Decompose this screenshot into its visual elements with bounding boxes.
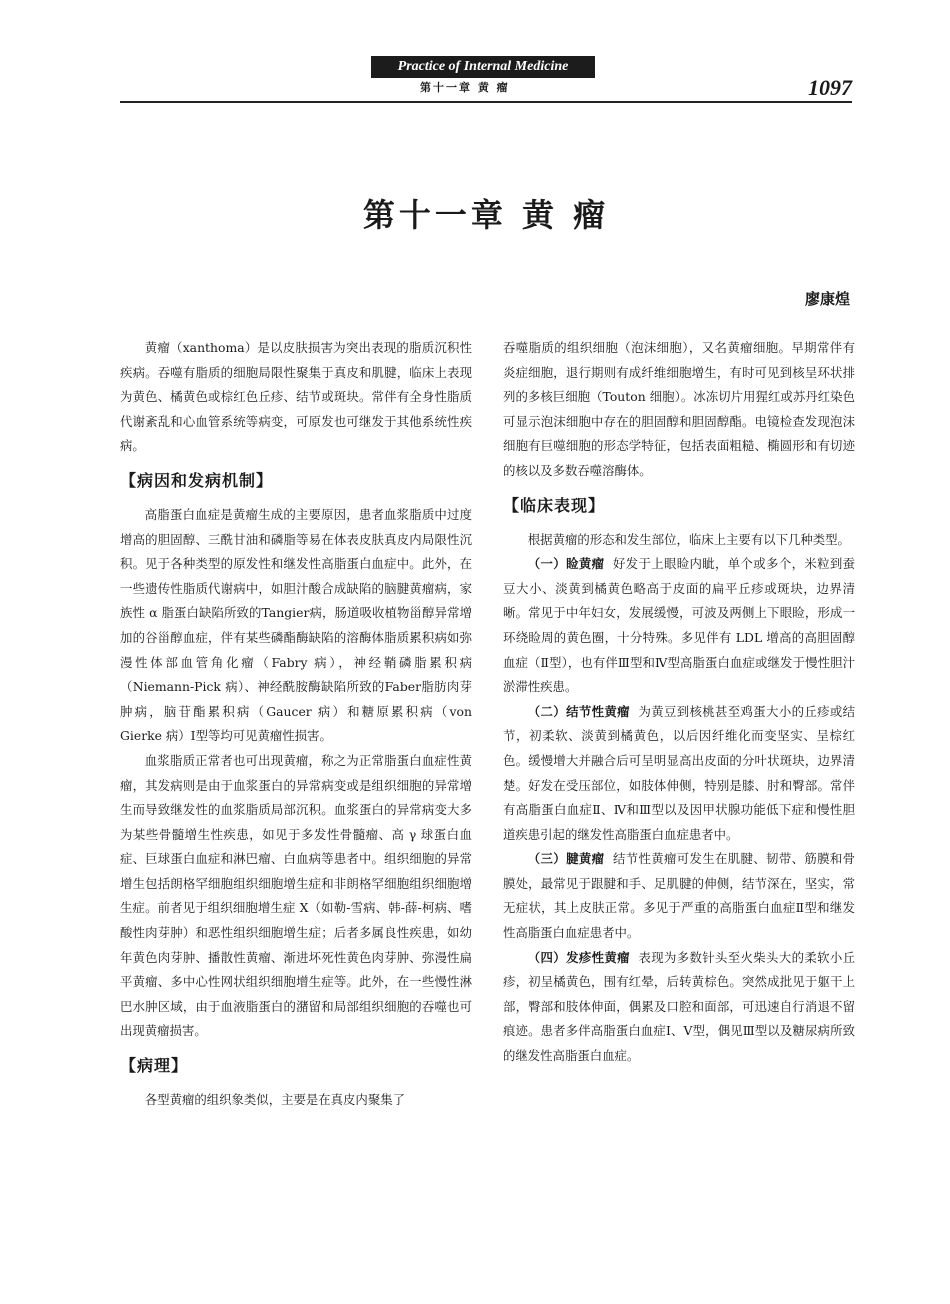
etiology-paragraph-2: 血浆脂质正常者也可出现黄瘤，称之为正常脂蛋白血症性黄瘤，其发病则是由于血浆蛋白的异常病变或是组织细胞的异常增生而导致继发性的血浆脂质局部沉积。血浆蛋白的异常病变大多为某些骨髓增生性疾患，如见于多发性骨髓瘤、高 γ 球蛋白血症、巨球蛋白血症和淋巴瘤、白血病等患者中。组织细胞的异常增生包括朗格罕细胞组织细胞增生症和非朗格罕细胞组织细胞增生症。前者见于组织细胞增生症 X（如勒-雪病、韩-薛-柯病、嗜酸性肉芽肿）和恶性组织细胞增生症；后者多属良性疾患，如幼年黄色肉芽肿、播散性黄瘤、渐进坏死性黄色肉芽肿、弥漫性扁平黄瘤、多中心性网状组织细胞增生症等。此外，在一些慢性淋巴水肿区域，由于血液脂蛋白的潴留和局部组织细胞的吞噬也可出现黄瘤损害。 bbox=[120, 752, 472, 1039]
intro-paragraph: 黄瘤（xanthoma）是以皮肤损害为突出表现的脂质沉积性疾病。吞噬有脂质的细胞局限性聚集于真皮和肌腱，临床上表现为黄色、橘黄色或棕红色丘疹、结节或斑块。常伴有全身性脂质代谢紊乱和心血管系统等病变，可原发也可继发于其他系统性疾病。 bbox=[120, 340, 472, 454]
type-text: 为黄豆到核桃甚至鸡蛋大小的丘疹或结节，初柔软、淡黄到橘黄色，以后因纤维化而变坚实、呈棕红色。缓慢增大并融合后可呈明显高出皮面的分叶状斑块，边界清楚。好发在受压部位，如肢体伸侧，特别是膝、肘和臀部。常伴有高脂蛋白血症Ⅱ、Ⅳ和Ⅲ型以及因甲状腺功能低下症和慢性胆道疾患引起的继发性高脂蛋白血症患者中。 bbox=[503, 703, 855, 842]
pathology-paragraph-continued: 吞噬脂质的组织细胞（泡沫细胞），又名黄瘤细胞。早期常伴有炎症细胞，退行期则有成纤维细胞增生，有时可见到核呈环状排列的多核巨细胞（Touton 细胞）。冰冻切片用猩红或苏丹红染色可显示泡沫细胞中存在的胆固醇和胆固醇酯。电镜检查发现泡沫细胞有巨噬细胞的形态学特征，包括表面粗糙、椭圆形和有切迹的核以及多数吞噬溶酶体。 bbox=[503, 340, 855, 478]
type-paragraph bbox=[503, 847, 855, 945]
running-header: 第十一章 黄 瘤 bbox=[420, 81, 510, 94]
left-column bbox=[120, 336, 472, 1113]
pathology-paragraph: 各型黄瘤的组织象类似，主要是在真皮内聚集了 bbox=[144, 1092, 405, 1108]
etiology-paragraph-1: 高脂蛋白血症是黄瘤生成的主要原因，患者血浆脂质中过度增高的胆固醇、三酰甘油和磷脂等易在体表皮肤真皮内局限性沉积。见于各种类型的原发性和继发性高脂蛋白血症中。此外，在一些遗传性脂质代谢病中，如胆汁酸合成缺陷的脑腱黄瘤病，家族性 α 脂蛋白缺陷所致的Tangier病，肠道吸收植物甾醇异常增加的谷甾醇血症，伴有某些磷酯酶缺陷的溶酶体脂质累积病如弥漫性体部血管角化瘤（Fabry 病），神经鞘磷脂累积病（Niemann-Pick 病）、神经酰胺酶缺陷所致的Faber脂肪肉芽肿病，脑苷酯累积病（Gaucer 病）和糖原累积病（von Gierke 病）Ⅰ型等均可见黄瘤性损害。 bbox=[120, 506, 472, 744]
section-heading-clinical: 【临床表现】 bbox=[503, 495, 606, 515]
header-rule bbox=[120, 101, 852, 103]
type-text: 结节性黄瘤可发生在肌腱、韧带、筋膜和骨膜处，最常见于跟腱和手、足肌腱的伸侧，结节深在，坚实，常无症状，其上皮肤正常。多见于严重的高脂蛋白血症Ⅱ型和继发性高脂蛋白血症患者中。 bbox=[503, 851, 855, 941]
clinical-intro: 根据黄瘤的形态和发生部位，临床上主要有以下几种类型。 bbox=[527, 531, 850, 547]
type-paragraph bbox=[503, 552, 855, 700]
type-label: （三）腱黄瘤 bbox=[527, 851, 605, 867]
journal-banner: Practice of Internal Medicine bbox=[371, 56, 595, 78]
type-paragraph bbox=[503, 946, 855, 1069]
type-text: 好发于上眼睑内眦，单个或多个，米粒到蚕豆大小、淡黄到橘黄色略高于皮面的扁平丘疹或斑块，边界清晰。常见于中年妇女，发展缓慢，可波及两侧上下眼睑，形成一环绕睑周的黄色圈，十分特殊。多见伴有 LDL 增高的高胆固醇血症（Ⅱ型），也有伴Ⅲ型和Ⅳ型高脂蛋白血症或继发于慢性胆汁淤滞性疾患。 bbox=[503, 556, 855, 695]
type-label: （四）发疹性黄瘤 bbox=[527, 949, 630, 965]
type-paragraph bbox=[503, 700, 855, 848]
chapter-title: 第十一章 黄 瘤 bbox=[362, 196, 610, 234]
type-label: （二）结节性黄瘤 bbox=[527, 703, 630, 719]
section-heading-etiology: 【病因和发病机制】 bbox=[120, 470, 274, 490]
right-column bbox=[503, 336, 855, 1069]
type-text: 表现为多数针头至火柴头大的柔软小丘疹，初呈橘黄色，围有红晕，后转黄棕色。突然成批见于躯干上部，臀部和肢体伸面，偶累及口腔和面部，可迅速自行消退不留痕迹。患者多伴高脂蛋白血症Ⅰ、Ⅴ型，偶见Ⅲ型以及糖尿病所致的继发性高脂蛋白血症。 bbox=[503, 949, 855, 1064]
section-heading-pathology: 【病理】 bbox=[120, 1056, 189, 1076]
type-label: （一）睑黄瘤 bbox=[527, 556, 605, 572]
author: 廖康煌 bbox=[804, 290, 850, 308]
page-number: 1097 bbox=[808, 75, 852, 100]
